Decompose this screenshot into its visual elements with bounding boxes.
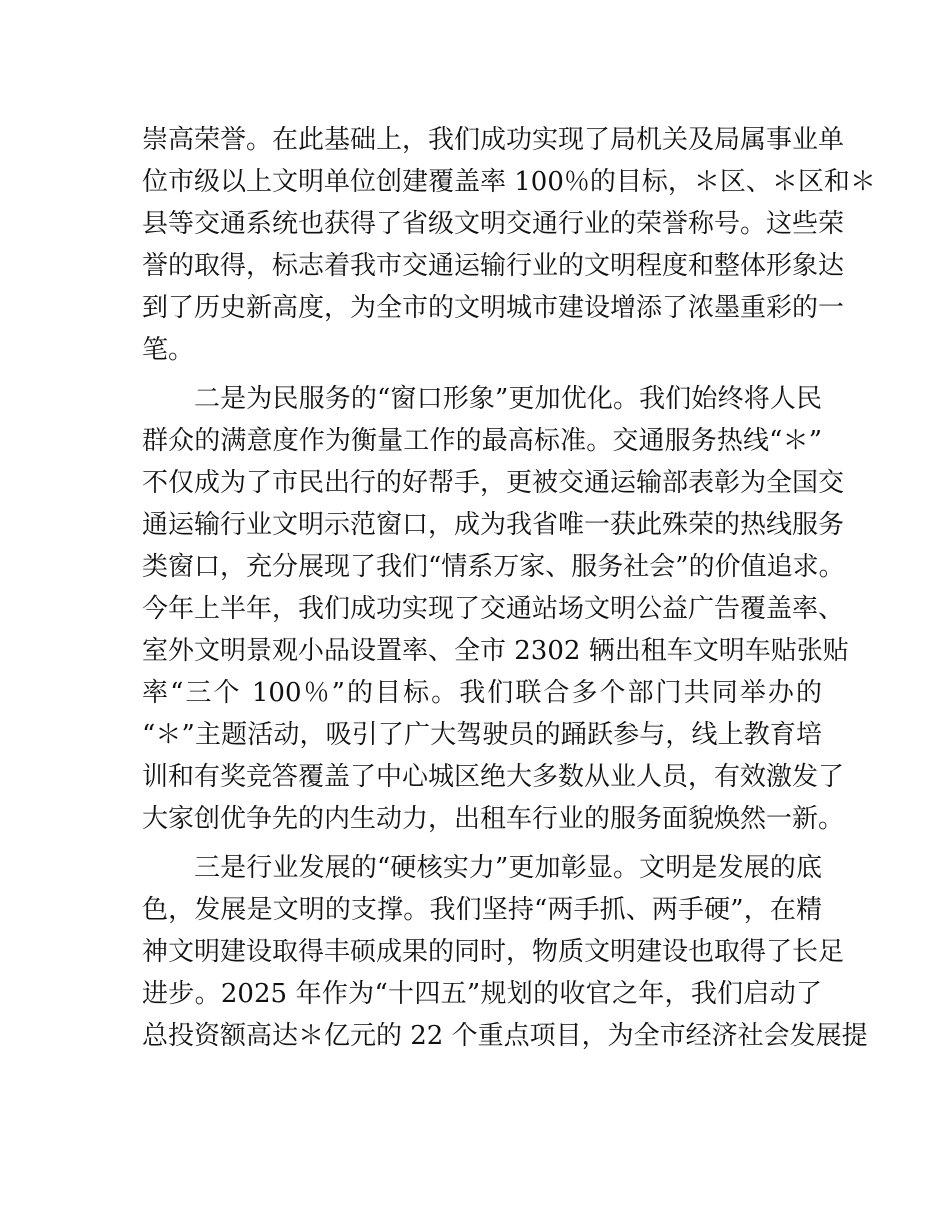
text-line: 大家创优争先的内生动力，出租车行业的服务面貌焕然一新。: [142, 804, 845, 834]
paragraph-industry-strength: [142, 847, 868, 1057]
document-body: [142, 119, 876, 1057]
text-line: 通运输行业文明示范窗口，成为我省唯一获此殊荣的热线服务: [142, 510, 845, 540]
text-line: 位市级以上文明单位创建覆盖率 100％的目标，＊区、＊区和＊: [142, 167, 876, 197]
text-line: 训和有奖竞答覆盖了中心城区绝大多数从业人员，有效激发了: [142, 762, 845, 792]
text-line: 崇高荣誉。在此基础上，我们成功实现了局机关及局属事业单: [142, 125, 845, 155]
text-line: 笔。: [142, 335, 195, 365]
text-line: 县等交通系统也获得了省级文明交通行业的荣誉称号。这些荣: [142, 209, 845, 239]
text-line: 色，发展是文明的支撑。我们坚持“两手抓、两手硬”，在精: [142, 895, 822, 925]
text-line: 到了历史新高度，为全市的文明城市建设增添了浓墨重彩的一: [142, 293, 845, 323]
text-line: 室外文明景观小品设置率、全市 2302 辆出租车文明车贴张贴: [142, 636, 849, 666]
text-line: 神文明建设取得丰硕成果的同时，物质文明建设也取得了长足: [142, 937, 845, 967]
text-line: 今年上半年，我们成功实现了交通站场文明公益广告覆盖率、: [142, 594, 845, 624]
text-line: 三是行业发展的“硬核实力”更加彰显。文明是发展的底: [194, 853, 822, 883]
text-line: 进步。2025 年作为“十四五”规划的收官之年，我们启动了: [142, 979, 822, 1009]
paragraph-service-window: [142, 378, 849, 840]
text-line: 类窗口，充分展现了我们“情系万家、服务社会”的价值追求。: [142, 552, 845, 582]
text-line: 不仅成为了市民出行的好帮手，更被交通运输部表彰为全国交: [142, 468, 845, 498]
text-line: 群众的满意度作为衡量工作的最高标准。交通服务热线“＊”: [142, 426, 822, 456]
text-line: 率“三个 100％”的目标。我们联合多个部门共同举办的: [142, 678, 822, 708]
text-line: 二是为民服务的“窗口形象”更加优化。我们始终将人民: [194, 384, 822, 414]
text-line: “＊”主题活动，吸引了广大驾驶员的踊跃参与，线上教育培: [142, 720, 822, 750]
text-line: 誉的取得，标志着我市交通运输行业的文明程度和整体形象达: [142, 251, 845, 281]
paragraph-continuation: [142, 119, 876, 371]
text-line: 总投资额高达＊亿元的 22 个重点项目，为全市经济社会发展提: [142, 1021, 868, 1051]
